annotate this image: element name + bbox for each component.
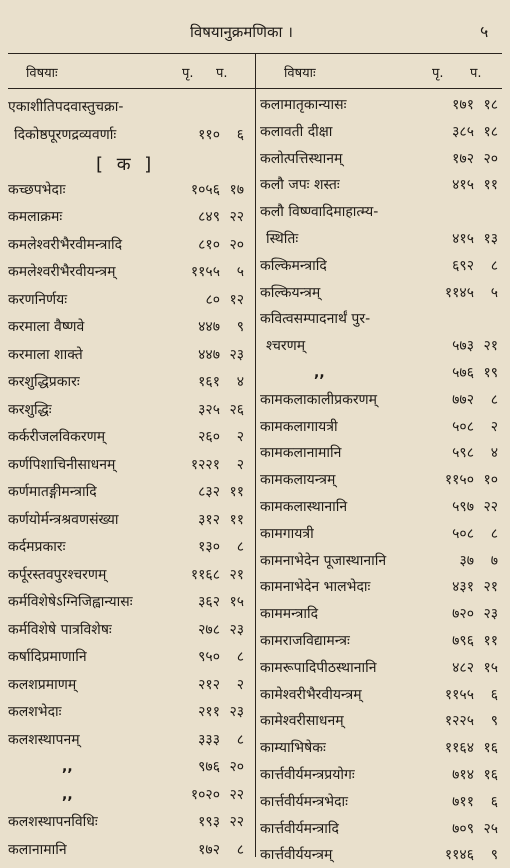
entry-page: ३६२ xyxy=(198,594,220,610)
entry-page: ५०८ xyxy=(452,418,474,435)
entry-subject: कलशभेदाः xyxy=(8,704,62,720)
entry-page: ५०८ xyxy=(452,525,474,542)
index-entry xyxy=(260,119,504,145)
section-heading: [ क ] xyxy=(96,154,156,175)
index-entry xyxy=(8,287,250,313)
index-entry xyxy=(8,424,250,450)
index-entry xyxy=(8,727,250,753)
index-entry xyxy=(8,562,250,588)
entry-page: ५९७ xyxy=(452,499,474,515)
index-entry xyxy=(260,628,504,654)
entry-line: १५ xyxy=(483,659,498,676)
entry-page: ४१५ xyxy=(452,231,474,247)
index-entry xyxy=(260,172,504,198)
index-entry xyxy=(260,574,504,600)
index-entry xyxy=(260,467,504,493)
entry-line: २२ xyxy=(483,499,498,515)
entry-subject: कमलाक्रमः xyxy=(8,209,63,225)
index-entry xyxy=(8,644,250,670)
index-entry xyxy=(260,816,504,842)
index-entry xyxy=(260,440,504,466)
index-entry xyxy=(8,342,250,368)
entry-page: २११ xyxy=(198,704,220,720)
entry-page: २१२ xyxy=(198,676,220,693)
entry-line: २२ xyxy=(229,814,244,830)
entry-subject: कलावती दीक्षा xyxy=(260,123,333,140)
index-entry xyxy=(260,601,504,627)
index-entry xyxy=(8,534,250,560)
entry-subject: कार्त्तवीर्ययन्त्रम् xyxy=(260,847,333,864)
entry-page: १२२१ xyxy=(190,456,220,473)
entry-page: ६९२ xyxy=(452,257,474,274)
entry-subject: कार्त्तवीर्यमन्त्रभेदाः xyxy=(260,793,348,810)
entry-subject: ,, xyxy=(62,759,73,775)
entry-line: २३ xyxy=(229,346,244,363)
entry-subject: कामकलानामानि xyxy=(260,445,342,462)
entry-line: ६ xyxy=(236,126,244,143)
entry-subject: कार्त्तवीर्यमन्त्रादि xyxy=(260,820,339,837)
entry-subject: कल्किमन्त्रादि xyxy=(260,257,327,274)
index-entry xyxy=(260,682,504,708)
index-entry xyxy=(8,699,250,725)
entry-subject: कलशस्थापनम् xyxy=(8,731,80,748)
index-entry xyxy=(260,655,504,681)
entry-page: ५७६ xyxy=(452,365,474,381)
entry-page: २७८ xyxy=(198,621,220,638)
index-entry xyxy=(260,762,504,788)
index-entry xyxy=(260,414,504,440)
index-entry xyxy=(260,360,504,386)
entry-line: ८ xyxy=(236,731,244,748)
subject-header: विषयाः xyxy=(284,66,316,81)
index-entry xyxy=(8,479,250,505)
index-entry xyxy=(260,333,504,359)
entry-line: २० xyxy=(483,150,498,167)
index-entry xyxy=(8,122,250,148)
entry-line: २२ xyxy=(229,786,244,803)
entry-line: २ xyxy=(490,418,498,435)
entry-line: ५ xyxy=(236,264,244,280)
entry-page: ७७२ xyxy=(452,391,474,408)
entry-page: ४३१ xyxy=(452,579,474,596)
entry-subject: करमाला शाक्ते xyxy=(8,346,83,363)
entry-line: ११ xyxy=(229,484,244,500)
entry-page: १७२ xyxy=(198,841,220,858)
right-column-header xyxy=(260,63,504,83)
entry-line: ८ xyxy=(490,525,498,542)
entry-page: ४४७ xyxy=(198,346,220,363)
entry-page: ११५० xyxy=(444,472,474,489)
index-entry xyxy=(260,387,504,413)
entry-subject: स्थितिः xyxy=(266,231,299,247)
index-entry xyxy=(8,754,250,780)
entry-page: ११० xyxy=(198,126,220,143)
entry-line: ४ xyxy=(490,445,498,462)
entry-page: ११४५ xyxy=(444,284,474,301)
index-entry xyxy=(8,782,250,808)
entry-line: २३ xyxy=(483,606,498,623)
entry-subject: कामगायत्री xyxy=(260,525,314,542)
line-header: प. xyxy=(216,66,228,81)
entry-line: ८ xyxy=(490,391,498,408)
entry-subject: कर्णपिशाचिनीसाधनम् xyxy=(8,456,116,473)
entry-subject: कमलेश्वरीभैरवीमन्त्रादि xyxy=(8,236,123,253)
entry-subject: करशुद्धिप्रकारः xyxy=(8,374,80,390)
entry-page: ८३२ xyxy=(198,484,220,500)
entry-line: १९ xyxy=(483,365,498,381)
entry-page: ७९६ xyxy=(452,633,474,649)
entry-subject: करशुद्धिः xyxy=(8,401,52,418)
line-header: प. xyxy=(470,66,482,81)
entry-line: २५ xyxy=(483,820,498,837)
entry-line: २६ xyxy=(229,401,244,418)
entry-line: ९ xyxy=(490,713,498,730)
entry-page: ११५५ xyxy=(190,264,220,280)
entry-line: २ xyxy=(236,429,244,445)
entry-subject: कलौ जपः शस्तः xyxy=(260,177,340,194)
entry-subject: कवित्वसम्पादनार्थं पुर- xyxy=(260,311,371,328)
entry-subject: कर्णयोर्मन्त्रश्रवणसंख्या xyxy=(8,511,119,528)
index-entry xyxy=(8,369,250,395)
index-entry xyxy=(260,494,504,520)
entry-subject: कामरूपादिपीठस्थानानि xyxy=(260,659,377,676)
entry-subject: कलौ विष्ण्वादिमाहात्म्य- xyxy=(260,204,379,221)
entry-page: १६१ xyxy=(198,374,220,390)
entry-line: १६ xyxy=(483,740,498,757)
entry-subject: ,, xyxy=(314,365,325,381)
index-entry xyxy=(8,94,250,120)
entry-subject: कामकलायन्त्रम् xyxy=(260,472,336,489)
entry-line: १२ xyxy=(229,291,244,308)
page-header: पृ. xyxy=(182,66,194,81)
entry-page: १७१ xyxy=(452,97,474,113)
entry-subject: कामेश्वरीसाधनम् xyxy=(260,713,344,730)
index-entry xyxy=(8,452,250,478)
entry-page: १०२० xyxy=(190,786,220,803)
entry-line: २ xyxy=(236,676,244,693)
entry-subject: कलोत्पत्तिस्थानम् xyxy=(260,150,343,167)
index-entry xyxy=(8,617,250,643)
index-entry xyxy=(8,809,250,835)
index-entry xyxy=(8,672,250,698)
left-column-header xyxy=(8,63,250,83)
index-entry xyxy=(260,92,504,118)
entry-line: १५ xyxy=(229,594,244,610)
entry-subject: श्चरणम् xyxy=(266,338,306,355)
entry-subject: कलामातृकान्यासः xyxy=(260,97,347,113)
entry-line: २० xyxy=(229,236,244,253)
entry-page: ३१२ xyxy=(198,511,220,528)
entry-line: १६ xyxy=(483,767,498,783)
entry-page: ७०९ xyxy=(452,820,474,837)
index-entry xyxy=(260,280,504,306)
index-entry xyxy=(8,232,250,258)
entry-line: २ xyxy=(236,456,244,473)
index-entry xyxy=(8,259,250,285)
entry-subject: कामेश्वरीभैरवीयन्त्रम् xyxy=(260,686,362,703)
index-entry xyxy=(260,708,504,734)
entry-line: २० xyxy=(229,759,244,775)
entry-line: ११ xyxy=(483,633,498,649)
index-entry xyxy=(8,397,250,423)
entry-subject: करणनिर्णयः xyxy=(8,291,68,308)
entry-page: ४४७ xyxy=(198,319,220,335)
entry-page: ३३३ xyxy=(198,731,220,748)
entry-page: १९३ xyxy=(198,814,220,830)
entry-subject: कमलेश्वरीभैरवीयन्त्रम् xyxy=(8,264,116,280)
entry-subject: कलशप्रमाणम् xyxy=(8,676,77,693)
entry-line: १७ xyxy=(229,181,244,198)
index-entry xyxy=(260,199,504,225)
entry-page: ५७३ xyxy=(452,338,474,355)
index-entry xyxy=(8,204,250,230)
entry-subject: कार्त्तवीर्यमन्त्रप्रयोगः xyxy=(260,767,355,783)
entry-subject: कच्छपभेदाः xyxy=(8,181,66,198)
entry-page: ११६४ xyxy=(444,740,474,757)
index-entry xyxy=(260,789,504,815)
entry-subject: कर्षादिप्रमाणानि xyxy=(8,649,87,665)
entry-line: ९ xyxy=(490,847,498,864)
page-number: ५ xyxy=(480,22,489,41)
index-entry xyxy=(260,548,504,574)
entry-page: ८४९ xyxy=(198,209,220,225)
entry-page: ७११ xyxy=(452,793,474,810)
entry-page: ११६८ xyxy=(190,566,220,583)
entry-page: ४८२ xyxy=(452,659,474,676)
entry-subject: कलानामानि xyxy=(8,841,67,858)
entry-subject: दिकोष्ठपूरणद्रव्यवर्णाः xyxy=(14,126,117,143)
entry-line: ४ xyxy=(236,374,244,390)
entry-page: १२२५ xyxy=(444,713,474,730)
entry-line: २१ xyxy=(483,338,498,355)
entry-line: २२ xyxy=(229,209,244,225)
entry-page: ९७६ xyxy=(198,759,220,775)
index-entry xyxy=(260,253,504,279)
entry-line: २३ xyxy=(229,621,244,638)
index-entry xyxy=(260,306,504,332)
entry-page: ८१० xyxy=(198,236,220,253)
entry-subject: करमाला वैष्णवे xyxy=(8,319,85,335)
index-entry xyxy=(260,226,504,252)
entry-line: १८ xyxy=(483,123,498,140)
entry-page: १३० xyxy=(198,539,220,555)
entry-page: ५९८ xyxy=(452,445,474,462)
entry-page: ३७ xyxy=(459,552,474,569)
entry-line: ६ xyxy=(490,793,498,810)
entry-line: ७ xyxy=(490,552,498,569)
entry-subject: कर्दमप्रकारः xyxy=(8,539,66,555)
entry-subject: कलशस्थापनविधिः xyxy=(8,814,98,830)
entry-subject: कल्कियन्त्रम् xyxy=(260,284,321,301)
entry-subject: कर्मविशेषेऽग्निजिह्वान्यासः xyxy=(8,594,133,610)
entry-subject: कर्णमातङ्गीमन्त्रादि xyxy=(8,484,97,500)
index-entry xyxy=(260,521,504,547)
entry-subject: कामकलाकालीप्रकरणम् xyxy=(260,391,378,408)
entry-subject: कामनाभेदेन भालभेदाः xyxy=(260,579,371,596)
index-entry xyxy=(8,177,250,203)
entry-subject: कर्मविशेषे पात्रविशेषः xyxy=(8,621,112,638)
entry-subject: कर्पूरस्तवपुरश्चरणम् xyxy=(8,566,107,583)
entry-page: ७१४ xyxy=(452,767,474,783)
entry-line: ११ xyxy=(229,511,244,528)
entry-page: ४१५ xyxy=(452,177,474,194)
index-entry xyxy=(260,735,504,761)
entry-line: २१ xyxy=(229,566,244,583)
entry-line: १० xyxy=(483,472,498,489)
entry-page: १७२ xyxy=(452,150,474,167)
entry-subject: काम्याभिषेकः xyxy=(260,740,326,757)
entry-line: ८ xyxy=(236,649,244,665)
entry-subject: ,, xyxy=(62,786,73,803)
index-entry xyxy=(8,589,250,615)
entry-subject: कर्करीजलविकरणम् xyxy=(8,429,106,445)
index-entry xyxy=(8,837,250,863)
index-entry xyxy=(8,507,250,533)
subject-header: विषयाः xyxy=(26,66,58,81)
entry-subject: कामनाभेदेन पूजास्थानानि xyxy=(260,552,387,569)
entry-subject: कामकलास्थानानि xyxy=(260,499,348,515)
entry-line: ५ xyxy=(490,284,498,301)
index-entry xyxy=(8,314,250,340)
entry-subject: कामकलागायत्री xyxy=(260,418,338,435)
entry-page: ३८५ xyxy=(452,123,474,140)
page-title: विषयानुक्रमणिका । xyxy=(190,23,293,41)
entry-page: ३२५ xyxy=(198,401,220,418)
entry-line: ८ xyxy=(236,841,244,858)
entry-page: ११५५ xyxy=(444,686,474,703)
entry-page: ७२० xyxy=(452,606,474,623)
entry-subject: एकाशीतिपदवास्तुचक्रा- xyxy=(8,99,124,115)
entry-line: ६ xyxy=(490,686,498,703)
entry-line: २३ xyxy=(229,704,244,720)
entry-line: ८ xyxy=(490,257,498,274)
entry-line: ११ xyxy=(483,177,498,194)
entry-page: ११४६ xyxy=(444,847,474,864)
entry-page: ९५० xyxy=(198,649,220,665)
page-header: पृ. xyxy=(432,66,444,81)
entry-page: ८० xyxy=(205,291,220,308)
entry-subject: कामराजविद्यामन्त्रः xyxy=(260,633,350,649)
entry-page: २६० xyxy=(198,429,220,445)
column-divider xyxy=(255,53,256,857)
index-entry xyxy=(260,146,504,172)
entry-line: ८ xyxy=(236,539,244,555)
entry-line: ९ xyxy=(236,319,244,335)
index-entry xyxy=(260,842,504,868)
entry-line: १८ xyxy=(483,97,498,113)
entry-subject: काममन्त्रादि xyxy=(260,606,319,623)
entry-page: १०५६ xyxy=(190,181,220,198)
entry-line: २१ xyxy=(483,579,498,596)
entry-line: १३ xyxy=(483,231,498,247)
